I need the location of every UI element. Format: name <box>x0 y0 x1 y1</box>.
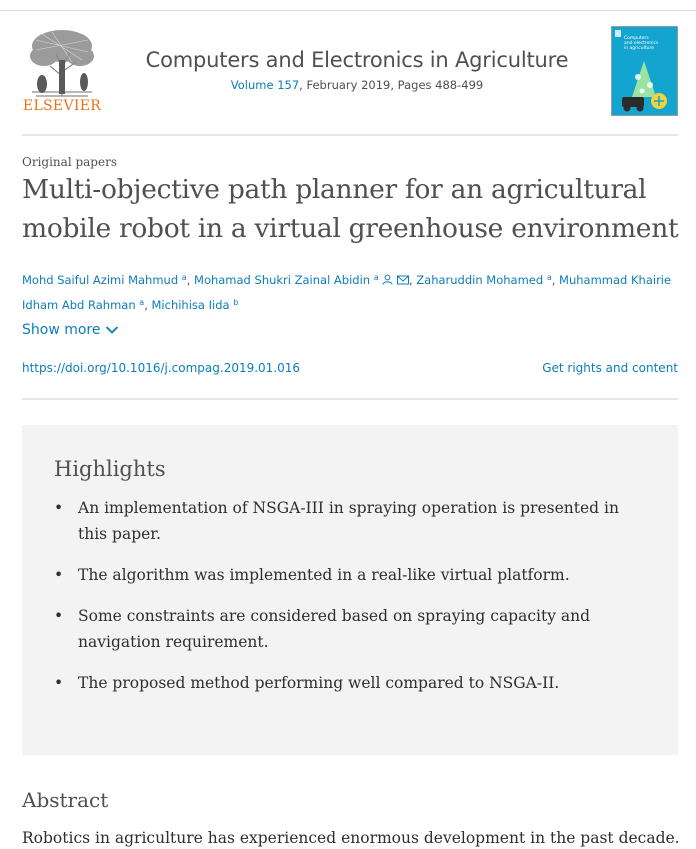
author-link[interactable]: Zaharuddin Mohamed $^a$ <box>416 273 552 287</box>
highlights-heading: Highlights <box>54 457 166 481</box>
abstract-heading: Abstract <box>22 788 109 812</box>
author-link[interactable]: Muhammad Khairie Idham Abd Rahman $^a$ <box>22 273 672 312</box>
cover-title-line: and electronics <box>624 41 659 46</box>
journal-info <box>112 48 602 92</box>
highlights-list <box>54 495 634 711</box>
article-title-line: Multi-objective path planner for an agricultural <box>22 174 647 205</box>
journal-title-link[interactable]: Computers and Electronics in Agriculture <box>145 48 569 72</box>
list-item: • The proposed method performing well compared to NSGA-II. <box>54 674 560 692</box>
show-more-label: Show more <box>22 322 101 338</box>
journal-meta <box>112 78 602 92</box>
header-divider <box>22 134 678 136</box>
person-icon[interactable] <box>382 271 393 292</box>
list-item: • The algorithm was implemented in a real-like virtual platform. <box>54 566 570 584</box>
abstract-text: Robotics in agriculture has experienced enormous development in the past decade. <box>22 829 680 847</box>
publisher-logo[interactable] <box>22 26 102 118</box>
article-title <box>22 170 682 248</box>
article-type: Original papers <box>22 155 117 169</box>
elsevier-tree-logo-icon <box>22 26 102 98</box>
top-divider <box>0 10 696 11</box>
volume-link[interactable]: Volume 157 <box>230 78 300 92</box>
list-item: • An implementation of NSGA-III in spraying operation is presented in this paper. <box>54 499 619 543</box>
get-rights-link[interactable]: Get rights and content <box>542 361 678 375</box>
cover-title-line: Computers <box>624 36 649 41</box>
author-link[interactable]: Mohd Saiful Azimi Mahmud $^a$ <box>22 273 187 287</box>
author-link[interactable]: Mohamad Shukri Zainal Abidin $^a$ <box>194 273 379 287</box>
author-list: Mohd Saiful Azimi Mahmud $^a$, Mohamad Shukri Zainal Abidin $^a$ , Zaharuddin Mohamed $^a$, Muhammad Khairie Idham Abd Rahman $^a$, Michihisa Iida $^b$ <box>22 273 672 312</box>
section-divider <box>22 398 678 400</box>
journal-header <box>22 26 678 118</box>
journal-cover-thumbnail[interactable] <box>611 26 678 116</box>
author-link[interactable]: Michihisa Iida $^b$ <box>151 298 239 312</box>
chevron-down-icon <box>105 325 119 335</box>
show-more-button[interactable] <box>22 322 119 338</box>
issue-date-pages: , February 2019, Pages 488-499 <box>299 78 484 92</box>
list-item: • Some constraints are considered based on spraying capacity and navigation requirement. <box>54 607 591 651</box>
article-title-line: mobile robot in a virtual greenhouse environment <box>22 213 679 244</box>
publisher-wordmark: ELSEVIER <box>22 98 102 114</box>
cover-title-line: in agriculture <box>624 46 654 51</box>
doi-link[interactable]: https://doi.org/10.1016/j.compag.2019.01.016 <box>22 361 301 375</box>
highlights-panel <box>22 425 678 755</box>
journal-cover-icon <box>612 27 677 115</box>
envelope-icon[interactable] <box>397 271 409 292</box>
